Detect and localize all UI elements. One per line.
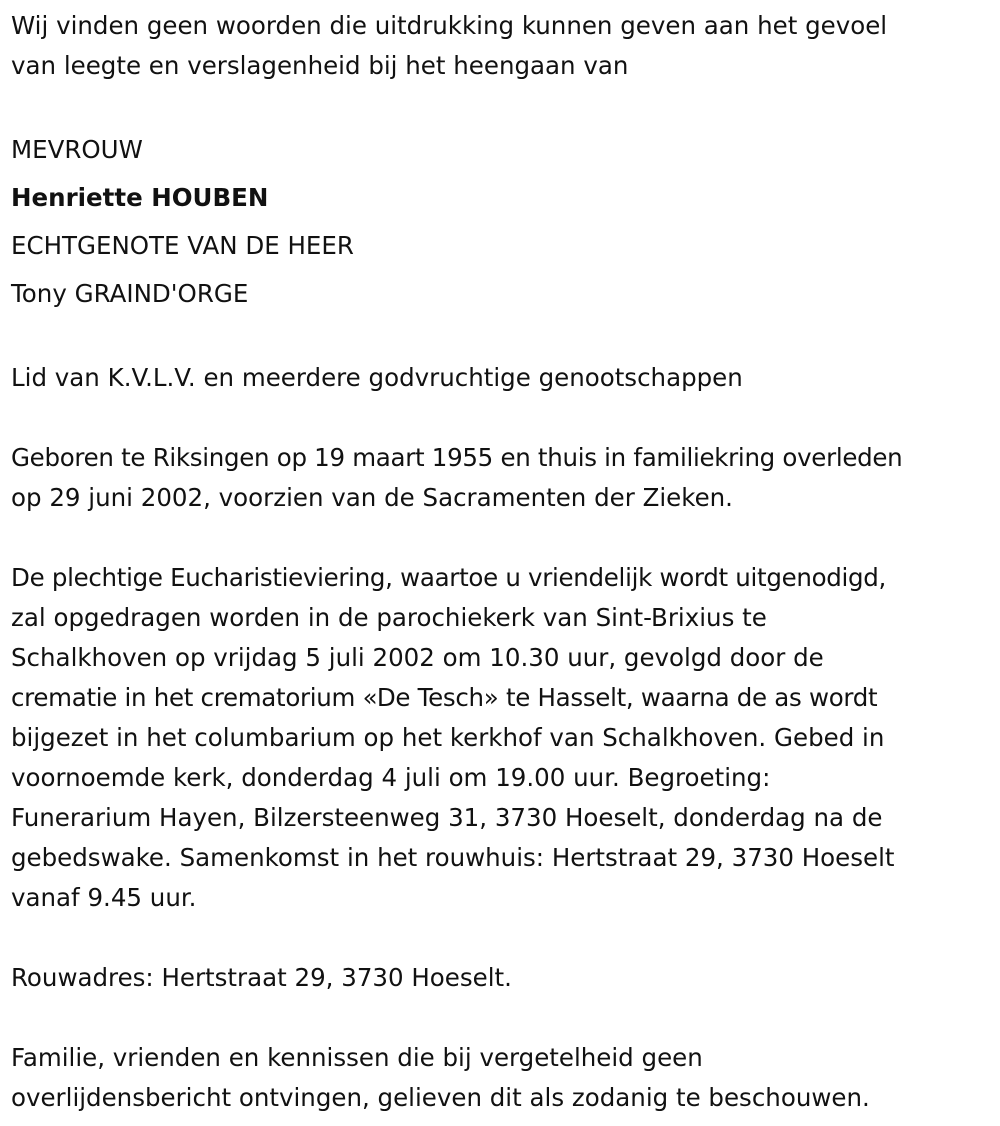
spacer — [11, 86, 996, 126]
spacer — [11, 318, 996, 358]
relation-label: ECHTGENOTE VAN DE HEER — [11, 231, 354, 260]
spacer — [11, 398, 996, 438]
ceremony-line: crematie in het crematorium «De Tesch» te Hasselt, waarna de as wordt — [11, 683, 878, 712]
intro-line: van leegte en verslagenheid bij het heengaan van — [11, 51, 629, 80]
closing-paragraph — [11, 1038, 996, 1118]
ceremony-paragraph — [11, 558, 996, 918]
ceremony-line: Schalkhoven op vrijdag 5 juli 2002 om 10.30 uur, gevolgd door de — [11, 643, 824, 672]
ceremony-line: bijgezet in het columbarium op het kerkhof van Schalkhoven. Gebed in — [11, 723, 885, 752]
spacer — [11, 518, 996, 558]
birth-death-line: op 29 juni 2002, voorzien van de Sacramenten der Zieken. — [11, 483, 733, 512]
closing-line: Familie, vrienden en kennissen die bij vergetelheid geen — [11, 1043, 703, 1072]
ceremony-line: De plechtige Eucharistieviering, waartoe u vriendelijk wordt uitgenodigd, — [11, 563, 887, 592]
ceremony-line: Funerarium Hayen, Bilzersteenweg 31, 3730 Hoeselt, donderdag na de — [11, 803, 883, 832]
ceremony-line: zal opgedragen worden in de parochiekerk van Sint-Brixius te — [11, 603, 767, 632]
membership-line: Lid van K.V.L.V. en meerdere godvruchtige genootschappen — [11, 363, 743, 392]
intro-paragraph — [11, 6, 996, 86]
deceased-block — [11, 126, 996, 318]
ceremony-line: voornoemde kerk, donderdag 4 juli om 19.00 uur. Begroeting: — [11, 763, 771, 792]
birth-death-paragraph — [11, 438, 996, 518]
obituary-notice — [11, 6, 996, 1118]
intro-line: Wij vinden geen woorden die uitdrukking kunnen geven aan het gevoel — [11, 11, 888, 40]
deceased-name: Henriette HOUBEN — [11, 183, 269, 212]
ceremony-line: vanaf 9.45 uur. — [11, 883, 197, 912]
spouse-name: Tony GRAIND'ORGE — [11, 279, 249, 308]
membership-paragraph — [11, 358, 996, 398]
birth-death-line: Geboren te Riksingen op 19 maart 1955 en thuis in familiekring overleden — [11, 443, 903, 472]
ceremony-line: gebedswake. Samenkomst in het rouwhuis: Hertstraat 29, 3730 Hoeselt — [11, 843, 895, 872]
deceased-title: MEVROUW — [11, 135, 143, 164]
closing-line: overlijdensbericht ontvingen, gelieven dit als zodanig te beschouwen. — [11, 1083, 870, 1112]
spacer — [11, 998, 996, 1038]
address-paragraph — [11, 958, 996, 998]
spacer — [11, 918, 996, 958]
address-line: Rouwadres: Hertstraat 29, 3730 Hoeselt. — [11, 963, 512, 992]
